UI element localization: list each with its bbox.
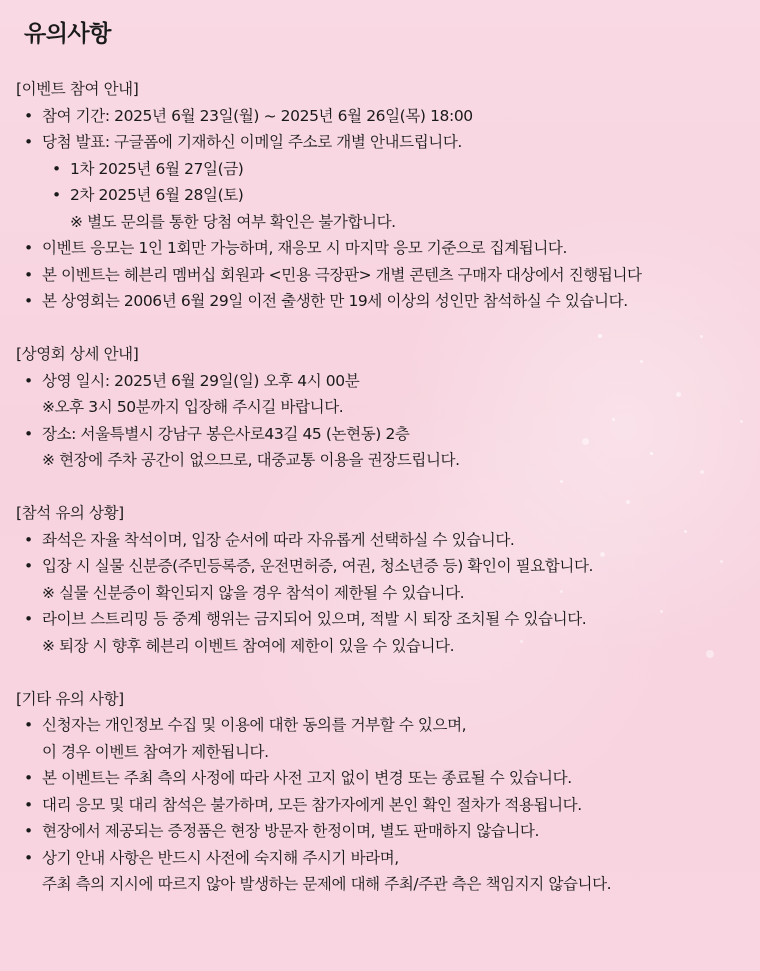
- note-text: ※ 퇴장 시 향후 헤븐리 이벤트 참여에 제한이 있을 수 있습니다.: [42, 636, 455, 655]
- list-item: [16, 421, 752, 474]
- bullet-list: [16, 712, 752, 898]
- item-text: 라이브 스트리밍 등 중계 행위는 금지되어 있으며, 적발 시 퇴장 조치될 수 있습니다.: [42, 610, 587, 628]
- item-text: 신청자는 개인정보 수집 및 이용에 대한 동의를 거부할 수 있으며,: [42, 716, 467, 734]
- sub-list-item: • 2차 2025년 6월 28일(토): [16, 182, 752, 209]
- list-item: • 본 상영회는 2006년 6월 29일 이전 출생한 만 19세 이상의 성인만 참석하실 수 있습니다.: [16, 288, 752, 315]
- section-heading: [이벤트 참여 안내]: [16, 80, 139, 98]
- item-text-continued: 주최 측의 지시에 따르지 않아 발생하는 문제에 대해 주최/주관 측은 책임지지 않습니다.: [42, 875, 612, 893]
- bullet-list: [16, 103, 752, 209]
- bullet-list: [16, 527, 752, 660]
- section-other-notes: [16, 686, 752, 898]
- bullet-list: [16, 368, 752, 474]
- section-attendance-notes: [16, 500, 752, 659]
- page-title: 유의사항: [24, 21, 111, 47]
- list-item: • 대리 응모 및 대리 참석은 불가하며, 모든 참가자에게 본인 확인 절차가 적용됩니다.: [16, 792, 752, 819]
- note-text: ※ 실물 신분증이 확인되지 않을 경우 참석이 제한될 수 있습니다.: [42, 583, 465, 602]
- list-item: [16, 845, 752, 898]
- list-item: • 참여 기간: 2025년 6월 23일(월) ~ 2025년 6월 26일(목) 18:00: [16, 103, 752, 130]
- item-text: 상기 안내 사항은 반드시 사전에 숙지해 주시기 바라며,: [42, 848, 399, 867]
- item-text: 상영 일시: 2025년 6월 29일(일) 오후 4시 00분: [42, 371, 360, 390]
- list-item: • 당첨 발표: 구글폼에 기재하신 이메일 주소로 개별 안내드립니다.: [16, 129, 752, 156]
- section-heading: [기타 유의 사항]: [16, 689, 124, 708]
- item-text: 입장 시 실물 신분증(주민등록증, 운전면허증, 여권, 청소년증 등) 확인이 필요합니다.: [42, 557, 594, 575]
- list-item: [16, 553, 752, 606]
- section-event-participation: [16, 76, 752, 315]
- sub-list-item: • 1차 2025년 6월 27일(금): [16, 156, 752, 183]
- list-item: [16, 368, 752, 421]
- list-item: [16, 712, 752, 765]
- list-item: • 본 이벤트는 주최 측의 사정에 따라 사전 고지 없이 변경 또는 종료될 수 있습니다.: [16, 765, 752, 792]
- section-heading: [상영회 상세 안내]: [16, 345, 139, 363]
- item-text: 장소: 서울특별시 강남구 봉은사로43길 45 (논현동) 2층: [42, 424, 410, 443]
- note-text: ※ 별도 문의를 통한 당첨 여부 확인은 불가합니다.: [70, 212, 396, 231]
- list-item: [16, 606, 752, 659]
- item-text-continued: 이 경우 이벤트 참여가 제한됩니다.: [42, 742, 269, 761]
- bullet-list: [16, 235, 752, 315]
- list-item: • 이벤트 응모는 1인 1회만 가능하며, 재응모 시 마지막 응모 기준으로 집계됩니다.: [16, 235, 752, 262]
- section-screening-details: [16, 341, 752, 474]
- list-item: • 본 이벤트는 헤븐리 멤버십 회원과 <민용 극장판> 개별 콘텐츠 구매자 대상에서 진행됩니다: [16, 262, 752, 289]
- list-item: • 현장에서 제공되는 증정품은 현장 방문자 한정이며, 별도 판매하지 않습니다.: [16, 818, 752, 845]
- list-item: • 좌석은 자율 착석이며, 입장 순서에 따라 자유롭게 선택하실 수 있습니다.: [16, 527, 752, 554]
- note-text: ※ 현장에 주차 공간이 없으므로, 대중교통 이용을 권장드립니다.: [42, 451, 460, 469]
- note-text: ※오후 3시 50분까지 입장해 주시길 바랍니다.: [42, 398, 344, 416]
- section-heading: [참석 유의 상황]: [16, 504, 124, 522]
- notice-content: [16, 76, 752, 924]
